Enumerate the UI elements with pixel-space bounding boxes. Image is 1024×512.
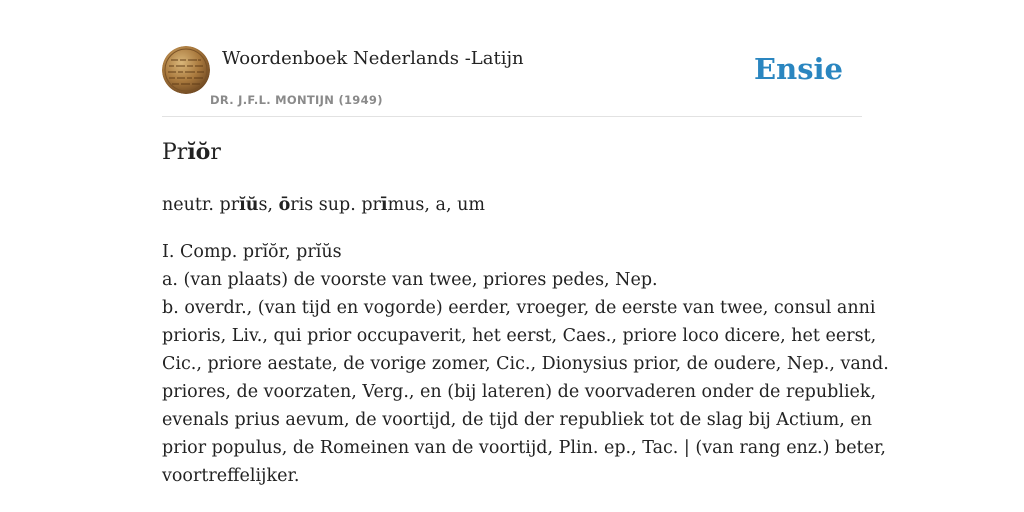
entry-headword [162, 139, 221, 165]
site-header [162, 46, 862, 117]
forms-bold-1: ĭŭ [239, 195, 259, 215]
entry-line: Cic., priore aestate, de vorige zomer, Cic., Dionysius prior, de oudere, Nep., vand. [162, 354, 889, 374]
bronze-seal-icon [162, 46, 210, 94]
entry-line: I. Comp. prĭŏr, prĭŭs [162, 242, 342, 262]
entry-forms [162, 195, 862, 215]
entry-line: voortreffelijker. [162, 466, 300, 486]
forms-part-2: s, [258, 195, 279, 215]
headword-suffix: r [210, 140, 221, 165]
entry-line: priores, de voorzaten, Verg., en (bij lateren) de voorvaderen onder de republiek, [162, 382, 877, 402]
forms-bold-3: ī [380, 195, 388, 215]
entry-line: a. (van plaats) de voorste van twee, priores pedes, Nep. [162, 270, 658, 290]
forms-part-1: neutr. pr [162, 195, 240, 215]
forms-part-4: mus, a, um [387, 195, 485, 215]
entry-line: b. overdr., (van tijd en vogorde) eerder, vroeger, de eerste van twee, consul anni [162, 298, 876, 318]
entry-line: prioris, Liv., qui prior occupaverit, het eerst, Caes., priore loco dicere, het eerst, [162, 326, 877, 346]
headword-bold: ĭŏ [187, 139, 211, 165]
dictionary-title[interactable]: Woordenboek Nederlands -Latijn [222, 48, 524, 69]
headword-prefix: Pr [162, 140, 188, 165]
ensie-logo-link[interactable]: Ensie [754, 52, 843, 86]
entry-line: prior populus, de Romeinen van de voortijd, Plin. ep., Tac. | (van rang enz.) beter, [162, 438, 886, 458]
forms-bold-2: ō [278, 195, 291, 215]
dictionary-author: DR. J.F.L. MONTIJN (1949) [210, 93, 383, 107]
entry-line: evenals prius aevum, de voortijd, de tijd der republiek tot de slag bij Actium, en [162, 410, 872, 430]
forms-part-3: ris sup. pr [290, 195, 381, 215]
